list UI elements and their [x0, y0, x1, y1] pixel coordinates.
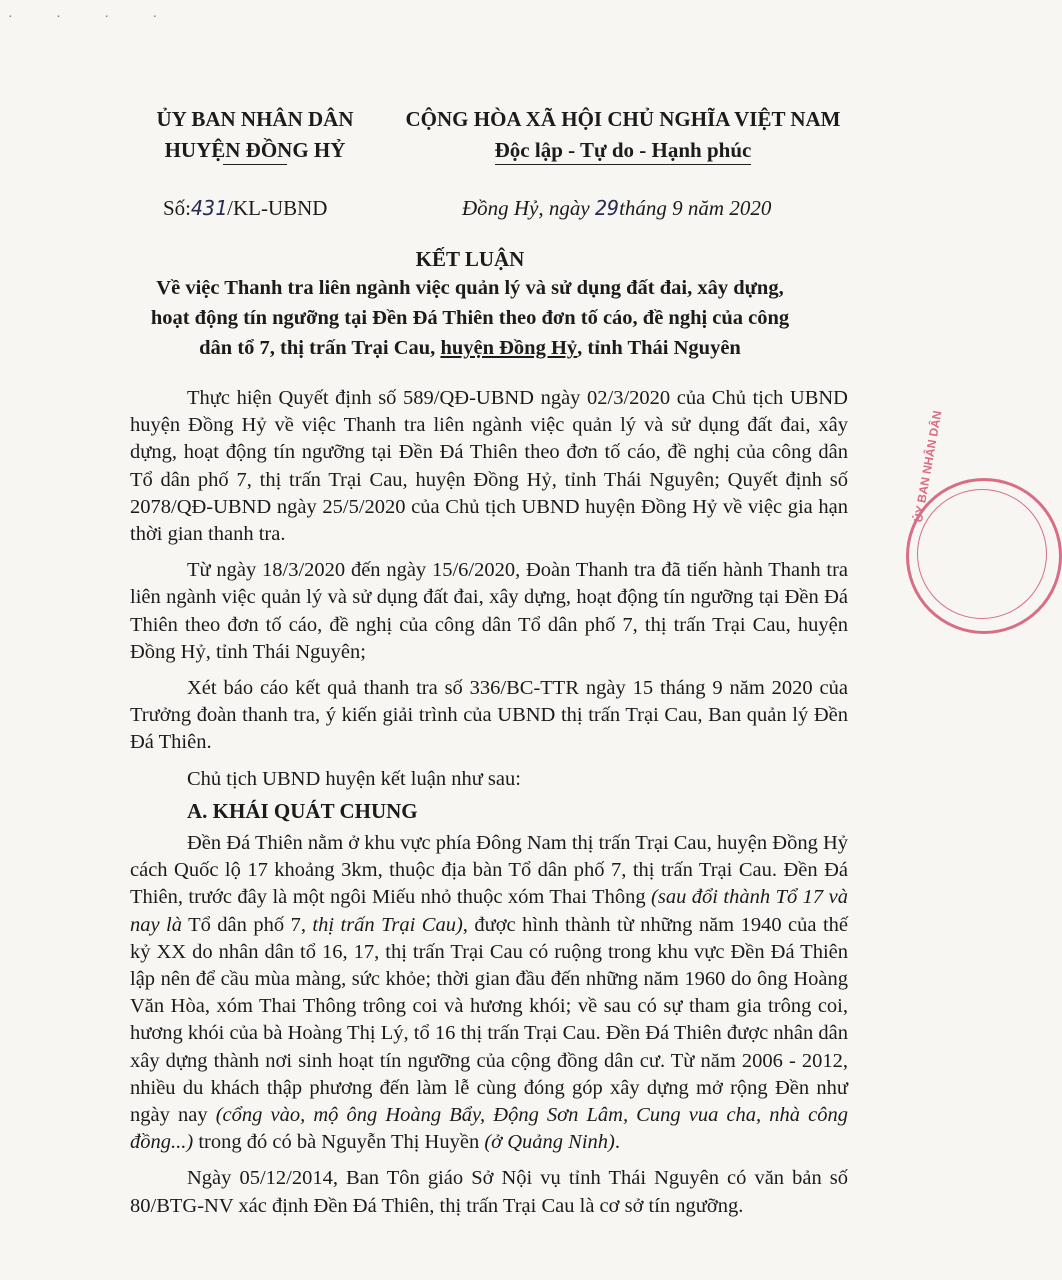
number-suffix: /KL-UBND	[227, 196, 328, 220]
authority-line1: ỦY BAN NHÂN DÂN	[156, 107, 354, 131]
paragraph-2: Từ ngày 18/3/2020 đến ngày 15/6/2020, Đoàn Thanh tra đã tiến hành Thanh tra liên ngành việc quản lý và sử dụng đất đai, xây dựng, hoạt động tín ngưỡng tại Đền Đá Thiên theo đơn tố cáo, đề nghị của công dân Tổ dân phố 7, thị trấn Trại Cau, huyện Đồng Hỷ, tỉnh Thái Nguyên;	[130, 559, 848, 663]
p5-part-a: Đền Đá Thiên nằm ở khu vực phía Đông Nam thị trấn Trại Cau, huyện Đồng Hỷ cách Quốc lộ 17 khoảng 3km, thuộc địa bàn Tổ dân phố 7, thị trấn Trại Cau. Đền Đá Thiên, trước đây là một ngôi Miếu nhỏ thuộc xóm Thai Thông	[130, 832, 848, 909]
handwritten-number: 431	[191, 196, 228, 220]
scan-marks: · · · ·	[8, 10, 178, 25]
subtitle-line3-a: dân tổ 7, thị trấn Trại Cau,	[199, 337, 441, 359]
national-motto	[388, 104, 858, 166]
p5-italic-3: (cổng vào, mộ ông Hoàng Bẩy, Động Sơn Lâm, Cung vua cha, nhà công đồng...)	[130, 1104, 848, 1154]
document-subtitle	[100, 273, 840, 363]
official-stamp	[906, 409, 1062, 634]
subtitle-line3	[100, 333, 840, 363]
number-prefix: Số:	[163, 196, 192, 220]
subtitle-line3-b: huyện Đồng Hỷ	[440, 337, 578, 359]
date-suffix: tháng 9 năm 2020	[619, 196, 772, 220]
paragraph-6: Ngày 05/12/2014, Ban Tôn giáo Sở Nội vụ tỉnh Thái Nguyên có văn bản số 80/BTG-NV xác định Đền Đá Thiên, thị trấn Trại Cau là cơ sở tín ngưỡng.	[130, 1167, 848, 1217]
issuing-authority	[130, 104, 380, 166]
p5-italic-4: (ở Quảng Ninh)	[484, 1131, 615, 1154]
p5-part-c: , được hình thành từ những năm 1940 của thế kỷ XX do nhân dân tổ 16, 17, thị trấn Trại Cau có ruộng trong khu vực Đền Đá Thiên lập nên để cầu mùa màng, sức khỏe; thời gian đầu đến những năm 1960 do ông Hoàng Văn Hòa, xóm Thai Thông trông coi và hương khói; về sau có sự tham gia trông coi, hương khói của bà Hoàng Thị Lý, tổ 16 thị trấn Trại Cau. Đền Đá Thiên được nhân dân xây dựng thành nơi sinh hoạt tín ngưỡng của cộng đồng dân cư. Từ năm 2006 - 2012, nhiều du khách thập phương đến làm lễ cùng đóng góp xây dựng mở rộng Đền như ngày nay	[130, 913, 848, 1127]
p5-italic-1: (sau đổi thành Tổ 17 và nay là	[130, 886, 848, 936]
subtitle-line3-c: , tỉnh Thái Nguyên	[577, 337, 741, 359]
issue-date	[462, 196, 771, 221]
date-prefix: Đồng Hỷ, ngày	[462, 196, 595, 220]
p5-part-d: trong đó có bà Nguyễn Thị Huyền	[193, 1131, 485, 1154]
stamp-text: ỦY BAN NHÂN DÂN	[911, 409, 945, 524]
p5-part-b: Tổ dân phố 7,	[182, 913, 313, 936]
paragraph-5	[130, 830, 848, 1156]
subtitle-line2: hoạt động tín ngưỡng tại Đền Đá Thiên theo đơn tố cáo, đề nghị của công	[150, 307, 790, 329]
motto: Độc lập - Tự do - Hạnh phúc	[495, 135, 752, 166]
paragraph-3: Xét báo cáo kết quả thanh tra số 336/BC-TTR ngày 15 tháng 9 năm 2020 của Trưởng đoàn thanh tra, ý kiến giải trình của UBND thị trấn Trại Cau, Ban quản lý Đền Đá Thiên.	[130, 677, 848, 754]
authority-line2: HUYỆN ĐỒNG HỶ	[165, 135, 346, 166]
document-number	[163, 196, 327, 221]
document-title: KẾT LUẬN	[415, 247, 525, 271]
handwritten-day: 29	[594, 196, 620, 220]
stamp-inner-ring	[917, 489, 1047, 619]
paragraph-4: Chủ tịch UBND huyện kết luận như sau:	[187, 767, 521, 790]
document-body	[130, 385, 848, 1229]
section-heading-a: A. KHÁI QUÁT CHUNG	[187, 798, 418, 823]
p5-part-e: .	[614, 1131, 620, 1154]
country-name: CỘNG HÒA XÃ HỘI CHỦ NGHĨA VIỆT NAM	[405, 107, 841, 131]
p5-italic-2: thị trấn Trại Cau)	[312, 913, 463, 936]
subtitle-line1: Về việc Thanh tra liên ngành việc quản lý và sử dụng đất đai, xây dựng,	[156, 277, 784, 299]
paragraph-1: Thực hiện Quyết định số 589/QĐ-UBND ngày 02/3/2020 của Chủ tịch UBND huyện Đồng Hỷ về việc Thanh tra liên ngành việc quản lý và sử dụng đất đai, xây dựng, hoạt động tín ngưỡng tại Đền Đá Thiên theo đơn tố cáo, đề nghị của công dân Tổ dân phố 7, thị trấn Trại Cau, huyện Đồng Hỷ, tỉnh Thái Nguyên; Quyết định số 2078/QĐ-UBND ngày 25/5/2020 của Chủ tịch UBND huyện Đồng Hỷ về việc gia hạn thời gian thanh tra.	[130, 387, 848, 546]
